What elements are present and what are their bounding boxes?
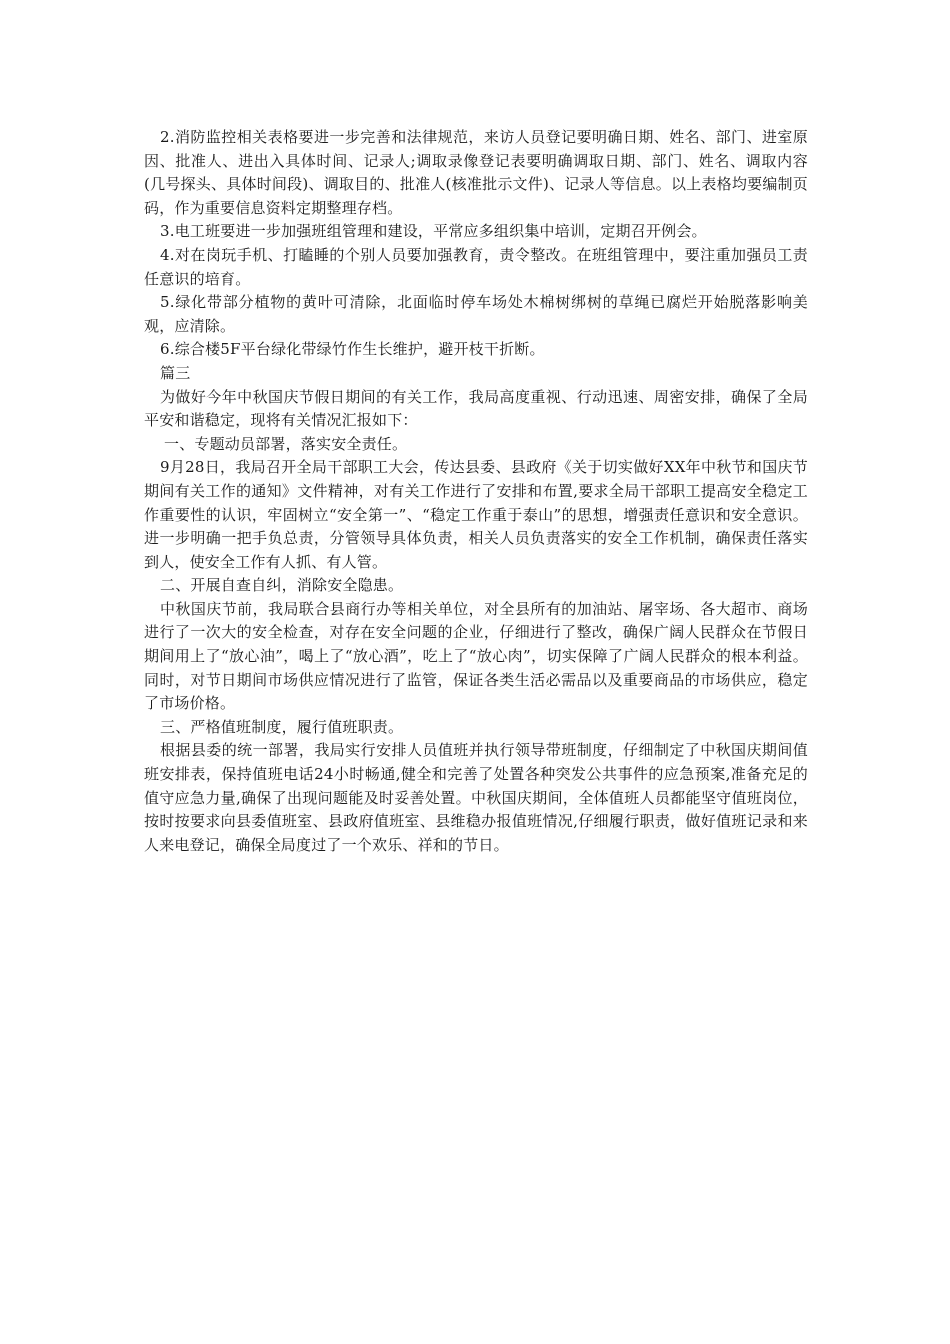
paragraph-item-2: 2.消防监控相关表格要进一步完善和法律规范，来访人员登记要明确日期、姓名、部门、进室原因、批准人、进出入具体时间、记录人;调取录像登记表要明确调取日期、部门、姓名、调取内容(几号探头、具体时间段)、调取目的、批准人(核准批示文件)、记录人等信息。以上表格均要编制页码，作为重要信息资料定期整理存档。 — [144, 128, 808, 217]
paragraph-item-4: 4.对在岗玩手机、打瞌睡的个别人员要加强教育，责令整改。在班组管理中，要注重加强员工责任意识的培育。 — [144, 245, 808, 288]
paragraph-item-5: 5.绿化带部分植物的黄叶可清除，北面临时停车场处木棉树绑树的草绳已腐烂开始脱落影响美观，应清除。 — [144, 293, 808, 335]
section-title: 篇三 — [160, 363, 191, 382]
paragraph-item-6: 6.综合楼5F平台绿化带绿竹作生长维护，避开枝干折断。 — [160, 340, 545, 359]
document-body — [144, 126, 808, 857]
paragraph-section-three: 根据县委的统一部署，我局实行安排人员值班并执行领导带班制度，仔细制定了中秋国庆期间值班安排表，保持值班电话24小时畅通,健全和完善了处置各种突发公共事件的应急预案,准备充足的值守应急力量,确保了出现问题能及时妥善处置。中秋国庆期间，全体值班人员都能坚守值班岗位，按时按要求向县委值班室、县政府值班室、县维稳办报值班情况,仔细履行职责，做好值班记录和来人来电登记，确保全局度过了一个欢乐、祥和的节日。 — [144, 741, 808, 854]
paragraph-item-3: 3.电工班要进一步加强班组管理和建设，平常应多组织集中培训，定期召开例会。 — [160, 222, 707, 241]
heading-three: 三、严格值班制度，履行值班职责。 — [160, 717, 404, 736]
heading-one: 一、专题动员部署，落实安全责任。 — [164, 434, 408, 453]
paragraph-section-two: 中秋国庆节前，我局联合县商行办等相关单位，对全县所有的加油站、屠宰场、各大超市、商场进行了一次大的安全检查，对存在安全问题的企业，仔细进行了整改，确保广阔人民群众在节假日期间用上了“放心油”，喝上了“放心酒”，吃上了“放心肉”，切实保障了广阔人民群众的根本利益。同时，对节日期间市场供应情况进行了监管，保证各类生活必需品以及重要商品的市场供应，稳定了市场价格。 — [144, 599, 808, 713]
intro-paragraph: 为做好今年中秋国庆节假日期间的有关工作，我局高度重视、行动迅速、周密安排，确保了全局平安和谐稳定，现将有关情况汇报如下： — [144, 387, 808, 430]
heading-two: 二、开展自查自纠，消除安全隐患。 — [160, 576, 404, 595]
paragraph-section-one: 9月28日，我局召开全局干部职工大会，传达县委、县政府《关于切实做好XX年中秋节和国庆节期间有关工作的通知》文件精神，对有关工作进行了安排和布置,要求全局干部职工提高安全稳定工作重要性的认识，牢固树立“安全第一”、“稳定工作重于泰山”的思想，增强责任意识和安全意识。进一步明确一把手负总责，分管领导具体负责，相关人员负责落实的安全工作机制，确保责任落实到人，使安全工作有人抓、有人管。 — [144, 458, 808, 571]
